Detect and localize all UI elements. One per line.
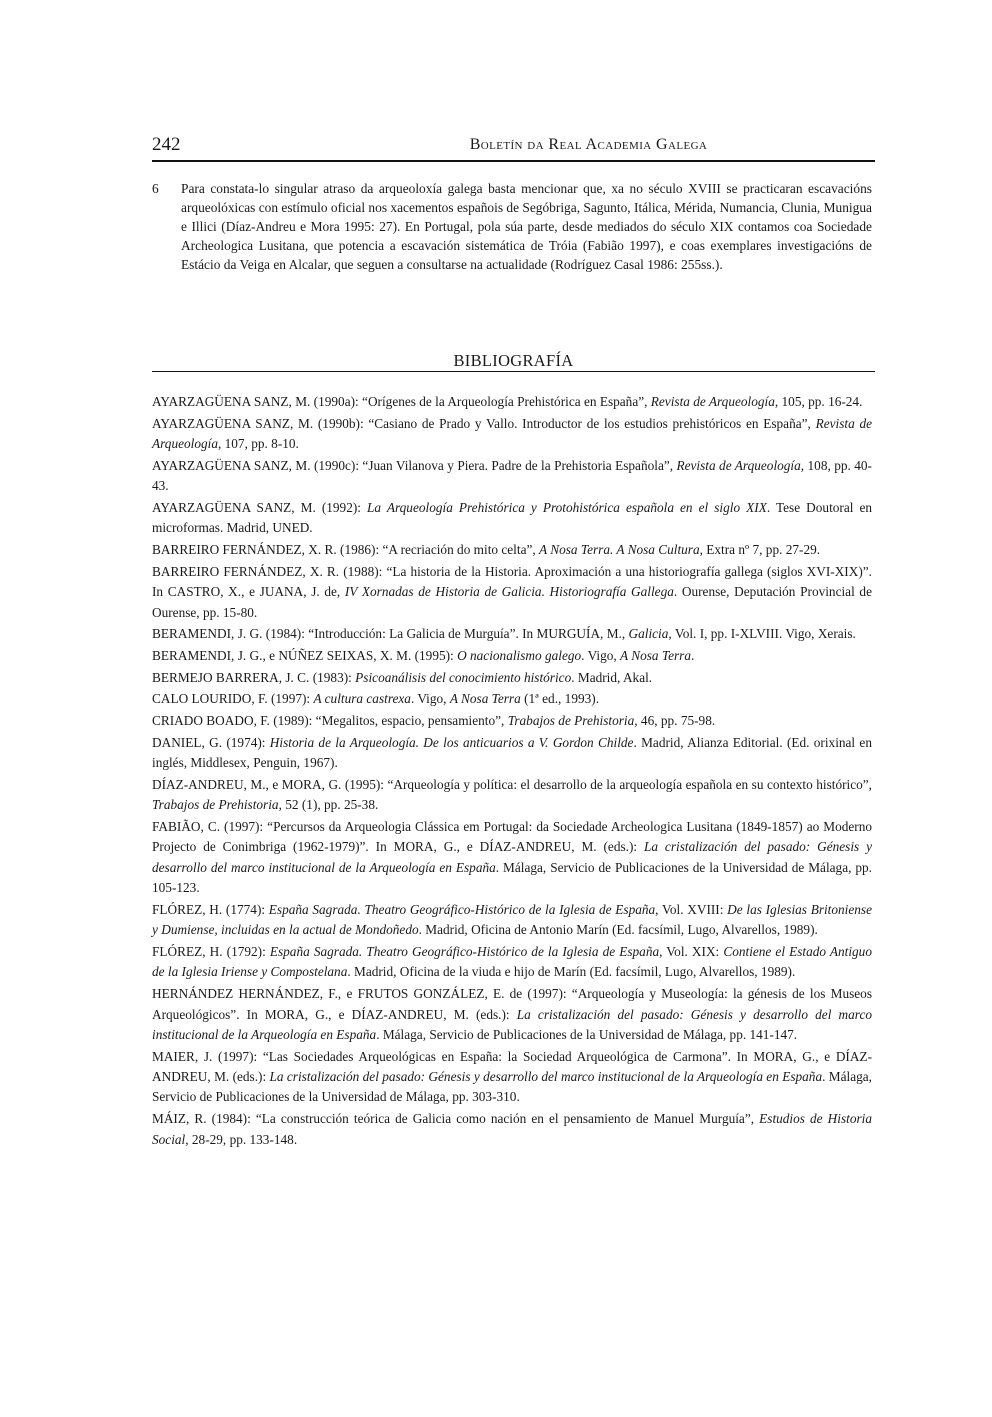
entry-text: FLÓREZ, H. (1792): <box>152 944 270 960</box>
entry-text: HERNÁNDEZ HERNÁNDEZ, F., e FRUTOS GONZÁLEZ, E. de (1997): “Arqueología y Museología: la génesis de los Museos Arqueológicos”. In MORA, G., e DÍAZ-ANDREU, M. (eds.): <box>152 986 872 1022</box>
entry-text: , 108, pp. 40-43. <box>152 457 872 494</box>
bibliography-entry <box>152 775 872 816</box>
entry-text: . Madrid, Akal. <box>571 669 653 685</box>
entry-title-italic: A cultura castrexa <box>313 691 411 707</box>
bibliography-entry <box>152 733 872 774</box>
entry-text: CRIADO BOADO, F. (1989): “Megalitos, espacio, pensamiento”, <box>152 713 508 729</box>
entry-text: MAIER, J. (1997): “Las Sociedades Arqueológicas en España: la Sociedad Arqueológica de Carmona”. In MORA, G., e DÍAZ-ANDREU, M. (eds.): <box>152 1048 872 1085</box>
entry-title-italic: O nacionalismo galego <box>457 647 582 663</box>
bibliography-entry <box>152 984 872 1045</box>
entry-text: . Madrid, Alianza Editorial. (Ed. orixinal en inglés, Middlesex, Penguin, 1967). <box>152 734 872 771</box>
entry-text: BARREIRO FERNÁNDEZ, X. R. (1986): “A recriación do mito celta”, <box>152 542 540 558</box>
entry-text: , Vol. I, pp. I-XLVIII. Vigo, Xerais. <box>668 626 856 642</box>
header-rule <box>152 160 875 162</box>
entry-text: , Extra nº 7, pp. 27-29. <box>699 542 821 558</box>
entry-title-italic: Contiene el Estado Antiguo de la Iglesia Iriense y Compostelana <box>152 944 872 980</box>
entry-text: . Vigo, <box>410 691 450 707</box>
bibliography-entry <box>152 562 872 623</box>
entry-text: , 52 (1), pp. 25-38. <box>278 797 379 813</box>
bibliography-entry <box>152 540 872 560</box>
page-header <box>152 132 875 160</box>
entry-text: . Vigo, <box>581 647 621 663</box>
entry-title-italic: Trabajos de Prehistoria <box>507 713 635 729</box>
entry-text: , Vol. XVIII: <box>655 901 728 917</box>
entry-title-italic: Psicoanálisis del conocimiento histórico <box>355 669 572 685</box>
entry-title-italic: A Nosa Terra <box>620 647 691 663</box>
entry-text: . Madrid, Oficina de la viuda e hijo de Marín (Ed. facsímil, Lugo, Alvarellos, 1989). <box>347 964 796 980</box>
entry-text: BERAMENDI, J. G., e NÚÑEZ SEIXAS, X. M. (1995): <box>152 647 458 663</box>
entry-text: DÍAZ-ANDREU, M., e MORA, G. (1995): “Arqueología y política: el desarrollo de la arqueología española en su contexto histórico”, <box>152 776 872 792</box>
entry-title-italic: Trabajos de Prehistoria <box>152 797 279 813</box>
bibliography-entry <box>152 817 872 899</box>
entry-text: DANIEL, G. (1974): <box>152 734 270 750</box>
bibliography-entry <box>152 498 872 539</box>
footnote-text: Para constata-lo singular atraso da arqueoloxía galega basta mencionar que, xa no século XVIII se practicaran escavacións arqueolóxicas con estímulo oficial nos xacementos españois de Segóbriga, Sagunto, Itálica, Mérida, Numancia, Clunia, Munigua e Illici (Díaz-Andreu e Mora 1995: 27). En Portugal, pola súa parte, desde mediados do século XIX contamos coa Sociedade Archeologica Lusitana, que potencia a escavación sistemática de Tróia (Fabião 1997), e coas exemplares investigacións de Estácio da Veiga en Alcalar, que seguen a consultarse na actualidade (Rodríguez Casal 1986: 255ss.). <box>181 181 872 272</box>
entry-text: , Vol. XIX: <box>659 944 724 960</box>
entry-text: CALO LOURIDO, F. (1997): <box>152 691 314 707</box>
entry-title-italic: La Arqueología Prehistórica y Protohistórica española en el siglo XIX <box>367 499 767 515</box>
entry-title-italic: Revista de Arqueología <box>152 415 872 452</box>
entry-text: , 28-29, pp. 133-148. <box>185 1131 298 1147</box>
bibliography-entry <box>152 456 872 497</box>
bibliography-title: BIBLIOGRAFÍA <box>453 351 574 370</box>
entry-title-italic: A Nosa Terra. A Nosa Cultura <box>539 542 700 558</box>
entry-title-italic: IV Xornadas de Historia de Galicia. Historiografía Gallega <box>344 584 674 600</box>
entry-text: AYARZAGÜENA SANZ, M. (1990c): “Juan Vilanova y Piera. Padre de la Prehistoria Española”, <box>152 457 677 473</box>
entry-text: AYARZAGÜENA SANZ, M. (1990b): “Casiano de Prado y Vallo. Introductor de los estudios prehistóricos en España”, <box>152 415 816 431</box>
bibliography-entry <box>152 646 872 666</box>
entry-text: FLÓREZ, H. (1774): <box>152 901 269 917</box>
entry-text: MÁIZ, R. (1984): “La construcción teórica de Galicia como nación en el pensamiento de Manuel Murguía”, <box>152 1111 760 1127</box>
footnote-number: 6 <box>152 181 159 196</box>
entry-text: . Madrid, Oficina de Antonio Marín (Ed. facsímil, Lugo, Alvarellos, 1989). <box>418 922 818 938</box>
journal-title: Boletín da Real Academia Galega <box>469 136 708 153</box>
page-number: 242 <box>152 134 181 155</box>
bibliography-list <box>152 392 872 1151</box>
entry-title-italic: La cristalización del pasado: Génesis y desarrollo del marco institucional de la Arqueología en España <box>152 1006 873 1042</box>
entry-title-italic: España Sagrada. Theatro Geográfico-Histórico de la Iglesia de España <box>268 901 656 917</box>
entry-title-italic: La cristalización del pasado: Génesis y desarrollo del marco institucional de la Arqueología en España <box>152 839 872 875</box>
bibliography-entry <box>152 1109 872 1150</box>
entry-title-italic: De las Iglesias Britoniense y Dumiense, incluidas en la actual de Mondoñedo <box>152 901 872 938</box>
entry-text: . <box>690 647 695 663</box>
entry-title-italic: Revista de Arqueología <box>650 394 775 409</box>
entry-text: AYARZAGÜENA SANZ, M. (1992): <box>152 499 368 515</box>
entry-text: BERMEJO BARRERA, J. C. (1983): <box>152 669 356 685</box>
entry-text: BARREIRO FERNÁNDEZ, X. R. (1988): “La historia de la Historia. Aproximación a una historiografía gallega (siglos XVI-XIX)”. In CASTRO, X., e JUANA, J. de, <box>152 563 872 600</box>
bibliography-entry <box>152 1047 872 1108</box>
footnote <box>152 179 872 274</box>
entry-text: . Málaga, Servicio de Publicaciones de la Universidad de Málaga, pp. 141-147. <box>376 1026 798 1042</box>
bibliography-entry <box>152 900 872 941</box>
entry-title-italic: Estudios de Historia Social <box>152 1111 872 1147</box>
bibliography-entry <box>152 942 872 983</box>
bibliography-entry <box>152 414 872 455</box>
entry-text: FABIÃO, C. (1997): “Percursos da Arqueologia Clássica em Portugal: da Sociedade Archeologica Lusitana (1849-1857) ao Moderno Projecto de Conimbriga (1962-1979)”. In MORA, G., e DÍAZ-ANDREU, M. (eds.): <box>152 818 872 855</box>
entry-text: . Málaga, Servicio de Publicaciones de la Universidad de Málaga, pp. 303-310. <box>152 1069 872 1105</box>
bibliography-rule <box>152 371 875 372</box>
bibliography-entry <box>152 668 872 688</box>
entry-title-italic: Revista de Arqueología <box>676 457 801 473</box>
entry-title-italic: La cristalización del pasado: Génesis y desarrollo del marco institucional de la Arqueología en España <box>269 1069 823 1085</box>
entry-text: BERAMENDI, J. G. (1984): “Introducción: La Galicia de Murguía”. In MURGUÍA, M., <box>152 626 629 642</box>
bibliography-entry <box>152 392 872 412</box>
entry-text: . Ourense, Deputación Provincial de Ourense, pp. 15-80. <box>152 584 872 620</box>
entry-title-italic: A Nosa Terra <box>449 691 521 707</box>
bibliography-entry <box>152 624 872 644</box>
entry-title-italic: España Sagrada. Theatro Geográfico-Histórico de la Iglesia de España <box>269 944 660 960</box>
entry-text: (1ª ed., 1993). <box>520 691 600 707</box>
entry-title-italic: Historia de la Arqueología. De los anticuarios a V. Gordon Childe <box>269 734 634 750</box>
bibliography-entry <box>152 711 872 731</box>
entry-text: , 105, pp. 16-24. <box>774 394 863 409</box>
entry-text: AYARZAGÜENA SANZ, M. (1990a): “Orígenes de la Arqueología Prehistórica en España”, <box>152 394 651 409</box>
entry-text: , 107, pp. 8-10. <box>217 436 299 452</box>
bibliography-entry <box>152 689 872 709</box>
entry-text: , 46, pp. 75-98. <box>634 713 716 729</box>
entry-text: . Tese Doutoral en microformas. Madrid, UNED. <box>152 499 873 536</box>
entry-text: . Málaga, Servicio de Publicaciones de la Universidad de Málaga, pp. 105-123. <box>152 859 872 896</box>
entry-title-italic: Galicia <box>628 626 669 642</box>
